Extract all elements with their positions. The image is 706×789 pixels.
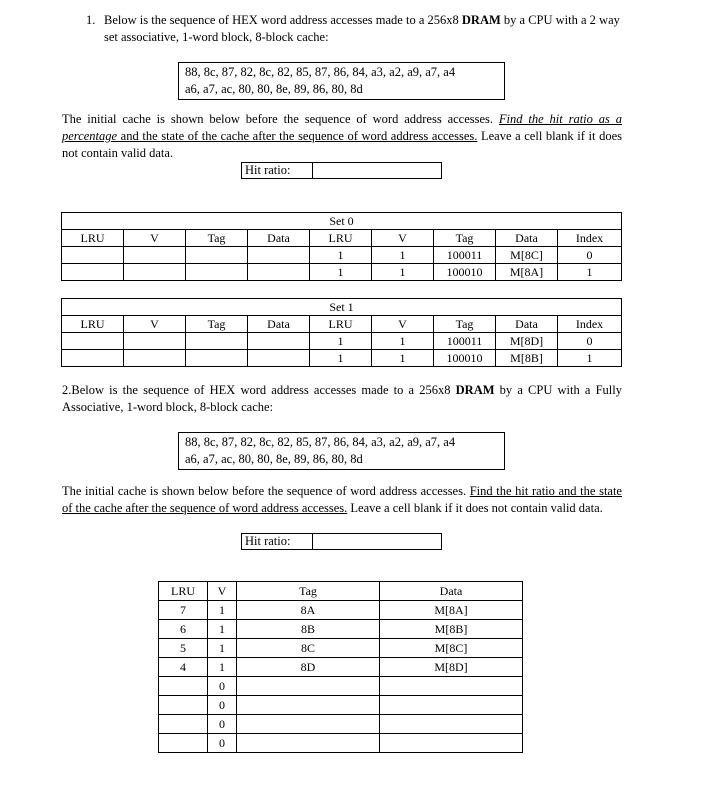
set0-cell: 0 bbox=[558, 247, 622, 264]
fa-cell[interactable] bbox=[159, 734, 208, 753]
set0-cell: 1 bbox=[372, 247, 434, 264]
set1-header: Data bbox=[248, 316, 310, 333]
q1-hit-ratio-input[interactable] bbox=[312, 162, 442, 179]
table-row bbox=[159, 658, 523, 677]
q2-intro-bold: DRAM bbox=[455, 383, 495, 397]
question-2-number: 2. bbox=[62, 383, 72, 397]
q1-intro-bold: DRAM bbox=[461, 13, 501, 27]
q1-hit-ratio bbox=[241, 162, 442, 179]
set0-header: LRU bbox=[62, 230, 124, 247]
fa-cell[interactable]: 0 bbox=[208, 734, 237, 753]
set0-header: Tag bbox=[434, 230, 496, 247]
fa-cell[interactable]: 8C bbox=[237, 639, 380, 658]
table-row bbox=[62, 333, 622, 350]
set0-cell: 100010 bbox=[434, 264, 496, 281]
set1-cell: 1 bbox=[372, 350, 434, 367]
q2-sequence-box bbox=[178, 432, 505, 470]
fa-cell[interactable]: 6 bbox=[159, 620, 208, 639]
q2-para-post: Leave a cell blank if it does not contain valid data. bbox=[347, 501, 603, 515]
set1-header: Tag bbox=[434, 316, 496, 333]
fa-cell[interactable] bbox=[380, 715, 523, 734]
fa-cell[interactable]: M[8C] bbox=[380, 639, 523, 658]
fa-cell[interactable]: 4 bbox=[159, 658, 208, 677]
set0-cell[interactable] bbox=[248, 264, 310, 281]
table-row bbox=[159, 696, 523, 715]
fa-cell[interactable]: 8A bbox=[237, 601, 380, 620]
set0-cell: 1 bbox=[310, 264, 372, 281]
set0-cell: 100011 bbox=[434, 247, 496, 264]
fa-cell[interactable] bbox=[237, 715, 380, 734]
set0-cell: M[8C] bbox=[496, 247, 558, 264]
fa-cell[interactable]: M[8A] bbox=[380, 601, 523, 620]
question-1-intro bbox=[86, 12, 626, 46]
set1-cell: 1 bbox=[372, 333, 434, 350]
set0-header: LRU bbox=[310, 230, 372, 247]
set0-cell[interactable] bbox=[124, 264, 186, 281]
set0-header: Tag bbox=[186, 230, 248, 247]
set1-cell[interactable] bbox=[186, 350, 248, 367]
fa-cell[interactable]: 1 bbox=[208, 620, 237, 639]
q1-para-mid: and the state of the cache after the sequence of word address accesses. bbox=[117, 129, 478, 143]
set1-cell[interactable] bbox=[248, 350, 310, 367]
set1-header: Data bbox=[496, 316, 558, 333]
set1-cell: 1 bbox=[558, 350, 622, 367]
set0-cell[interactable] bbox=[186, 264, 248, 281]
q2-sequence-line2: a6, a7, ac, 80, 80, 8e, 89, 86, 80, 8d bbox=[185, 452, 363, 466]
set1-header: V bbox=[372, 316, 434, 333]
fa-cell[interactable]: 0 bbox=[208, 715, 237, 734]
fa-cell[interactable]: 0 bbox=[208, 696, 237, 715]
set1-header: LRU bbox=[62, 316, 124, 333]
fa-cell[interactable] bbox=[237, 734, 380, 753]
fa-header: V bbox=[208, 582, 237, 601]
set1-header: Index bbox=[558, 316, 622, 333]
q2-para-pre: The initial cache is shown below before the sequence of word address accesses. bbox=[62, 484, 470, 498]
fully-associative-cache-table bbox=[158, 581, 523, 753]
table-row bbox=[159, 620, 523, 639]
set1-cell[interactable] bbox=[62, 350, 124, 367]
fa-cell[interactable]: 1 bbox=[208, 658, 237, 677]
set1-table bbox=[61, 298, 622, 367]
set0-cell[interactable] bbox=[186, 247, 248, 264]
table-row bbox=[159, 601, 523, 620]
set1-cell[interactable] bbox=[62, 333, 124, 350]
set1-cell[interactable] bbox=[124, 350, 186, 367]
set1-cell[interactable] bbox=[248, 333, 310, 350]
set1-header-row bbox=[62, 316, 622, 333]
set1-cell: 1 bbox=[310, 350, 372, 367]
table-row bbox=[62, 247, 622, 264]
set0-header: V bbox=[372, 230, 434, 247]
set0-cell: 1 bbox=[310, 247, 372, 264]
set0-cell[interactable] bbox=[124, 247, 186, 264]
fa-cell[interactable] bbox=[380, 696, 523, 715]
set0-cell: 1 bbox=[558, 264, 622, 281]
q2-hit-ratio-input[interactable] bbox=[312, 533, 442, 550]
q1-para-emph: Find the hit ratio as a percentage bbox=[62, 112, 622, 143]
fa-cell[interactable]: M[8D] bbox=[380, 658, 523, 677]
set0-cell: M[8A] bbox=[496, 264, 558, 281]
fa-header: LRU bbox=[159, 582, 208, 601]
set1-cell: 100010 bbox=[434, 350, 496, 367]
set0-cell[interactable] bbox=[62, 264, 124, 281]
table-row bbox=[159, 715, 523, 734]
table-row bbox=[159, 734, 523, 753]
set0-header: Index bbox=[558, 230, 622, 247]
set1-header: LRU bbox=[310, 316, 372, 333]
set1-header: Tag bbox=[186, 316, 248, 333]
set1-cell: M[8D] bbox=[496, 333, 558, 350]
set0-header: V bbox=[124, 230, 186, 247]
q1-sequence-line1: 88, 8c, 87, 82, 8c, 82, 85, 87, 86, 84, a3, a2, a9, a7, a4 bbox=[185, 65, 456, 79]
fa-header: Tag bbox=[237, 582, 380, 601]
q2-instructions bbox=[62, 483, 622, 517]
set0-header: Data bbox=[248, 230, 310, 247]
table-row bbox=[159, 639, 523, 658]
q1-sequence-line2: a6, a7, ac, 80, 80, 8e, 89, 86, 80, 8d bbox=[185, 82, 363, 96]
set0-header-row bbox=[62, 230, 622, 247]
table-row bbox=[62, 264, 622, 281]
set0-header: Data bbox=[496, 230, 558, 247]
question-1-number: 1. bbox=[86, 13, 96, 27]
q2-intro-post: by a CPU with a Fully Associative, 1-word block, 8-block cache: bbox=[62, 383, 622, 414]
set0-title: Set 0 bbox=[62, 213, 622, 230]
fa-header-row bbox=[159, 582, 523, 601]
fa-cell[interactable] bbox=[159, 696, 208, 715]
q1-sequence-box bbox=[178, 62, 505, 100]
set1-cell: M[8B] bbox=[496, 350, 558, 367]
fa-cell[interactable]: M[8B] bbox=[380, 620, 523, 639]
set1-cell[interactable] bbox=[124, 333, 186, 350]
fa-cell[interactable] bbox=[380, 677, 523, 696]
q1-para-post: Leave a cell blank if it does not contain valid data. bbox=[62, 129, 622, 160]
set1-title: Set 1 bbox=[62, 299, 622, 316]
set1-cell[interactable] bbox=[186, 333, 248, 350]
set0-cell: 1 bbox=[372, 264, 434, 281]
fa-cell[interactable] bbox=[237, 677, 380, 696]
q1-intro-post: by a CPU with a 2 way set associative, 1-word block, 8-block cache: bbox=[104, 13, 620, 44]
q1-para-pre: The initial cache is shown below before the sequence of word address accesses. bbox=[62, 112, 499, 126]
question-2-intro bbox=[62, 382, 622, 416]
fa-cell[interactable]: 8B bbox=[237, 620, 380, 639]
fa-cell[interactable] bbox=[159, 677, 208, 696]
set0-table bbox=[61, 212, 622, 281]
fa-cell[interactable] bbox=[380, 734, 523, 753]
q1-instructions bbox=[62, 111, 622, 162]
fa-cell[interactable]: 1 bbox=[208, 601, 237, 620]
q1-intro-pre: Below is the sequence of HEX word address accesses made to a 256x8 bbox=[104, 13, 462, 27]
set0-cell[interactable] bbox=[62, 247, 124, 264]
q2-sequence-line1: 88, 8c, 87, 82, 8c, 82, 85, 87, 86, 84, a3, a2, a9, a7, a4 bbox=[185, 435, 456, 449]
fa-cell[interactable]: 1 bbox=[208, 639, 237, 658]
fa-cell[interactable] bbox=[237, 696, 380, 715]
q2-hit-ratio-label: Hit ratio: bbox=[241, 533, 312, 550]
fa-cell[interactable]: 5 bbox=[159, 639, 208, 658]
table-row bbox=[159, 677, 523, 696]
set1-header: V bbox=[124, 316, 186, 333]
q2-intro-pre: Below is the sequence of HEX word address accesses made to a 256x8 bbox=[71, 383, 456, 397]
set0-cell[interactable] bbox=[248, 247, 310, 264]
fa-cell[interactable]: 7 bbox=[159, 601, 208, 620]
set1-cell: 0 bbox=[558, 333, 622, 350]
fa-header: Data bbox=[380, 582, 523, 601]
set1-cell: 1 bbox=[310, 333, 372, 350]
q1-hit-ratio-label: Hit ratio: bbox=[241, 162, 312, 179]
fa-cell[interactable]: 0 bbox=[208, 677, 237, 696]
q2-hit-ratio bbox=[241, 533, 442, 550]
q2-para-emph: Find the hit ratio and the state of the cache after the sequence of word address accesses. bbox=[62, 484, 622, 515]
table-row bbox=[62, 350, 622, 367]
fa-cell[interactable] bbox=[159, 715, 208, 734]
set1-cell: 100011 bbox=[434, 333, 496, 350]
fa-cell[interactable]: 8D bbox=[237, 658, 380, 677]
